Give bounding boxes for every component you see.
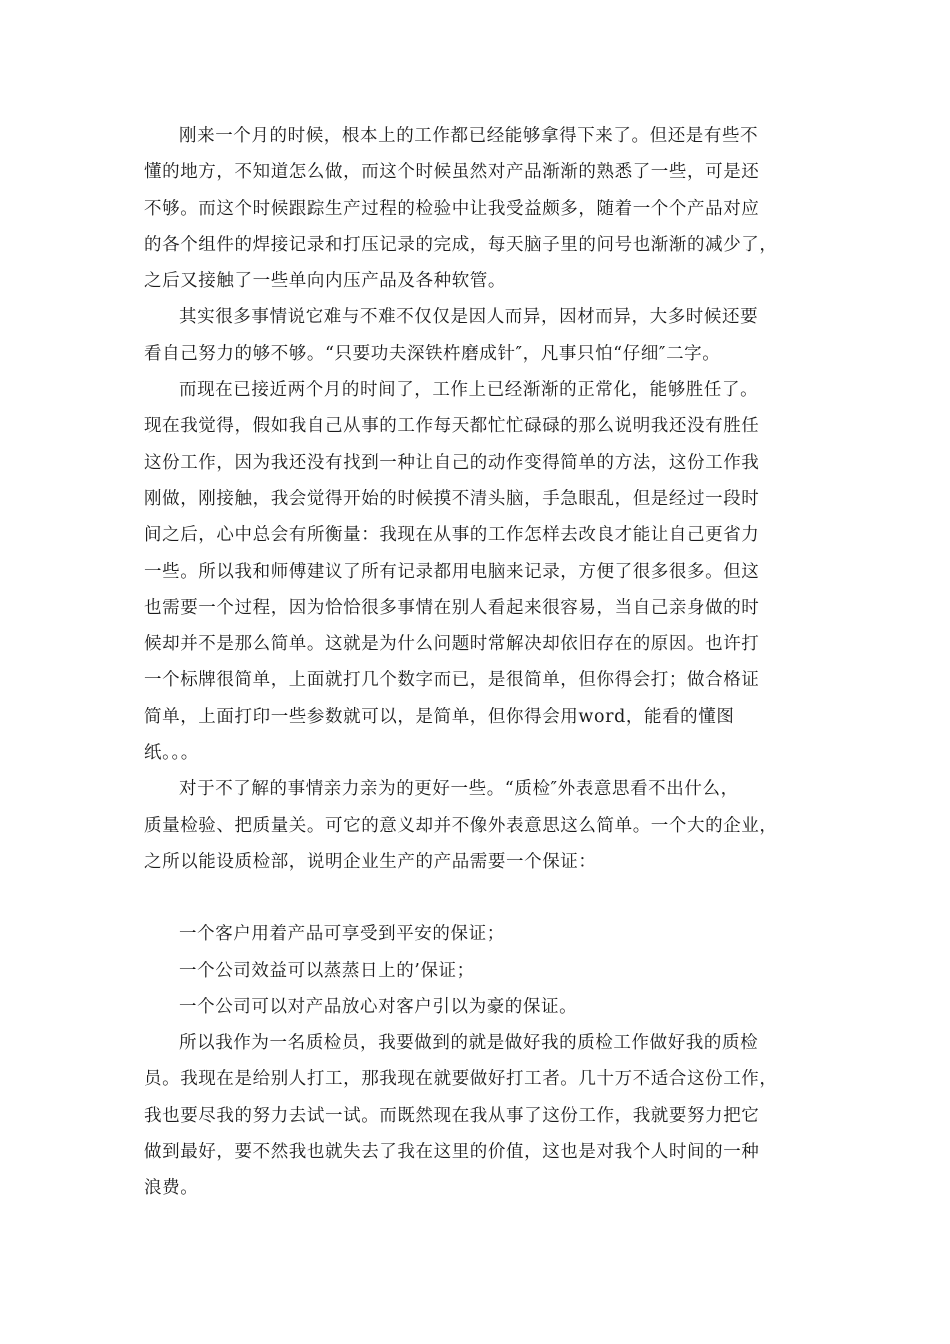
paragraph-5: [144, 1025, 808, 1206]
text-line: 候却并不是那么简单。这就是为什么问题时常解决却依旧存在的原因。也许打: [144, 634, 760, 655]
document-body: [144, 118, 808, 1207]
paragraph-3: [144, 372, 808, 771]
text-line: 刚做，刚接触，我会觉得开始的时候摸不清头脑，手急眼乱，但是经过一段时: [144, 488, 760, 509]
text-line: 对于不了解的事情亲力亲为的更好一些。“质检″外表意思看不出什么，: [179, 779, 739, 800]
text-line: 而现在已接近两个月的时间了，工作上已经渐渐的正常化，能够胜任了。: [179, 380, 759, 401]
text-line: 刚来一个月的时候，根本上的工作都已经能够拿得下来了。但还是有些不: [179, 126, 759, 146]
text-line: 做到最好，要不然我也就失去了我在这里的价值，这也是对我个人时间的一种: [144, 1142, 760, 1163]
text-line: 员。我现在是给别人打工，那我现在就要做好打工者。几十万不适合这份工作，: [144, 1069, 778, 1090]
text-line: 不够。而这个时候跟踪生产过程的检验中让我受益颇多，随着一个个产品对应: [144, 198, 760, 219]
text-line: 质量检验、把质量关。可它的意义却并不像外表意思这么简单。一个大的企业，: [144, 815, 778, 836]
text-line: 纸。。。: [144, 743, 199, 764]
text-line: 现在我觉得，假如我自己从事的工作每天都忙忙碌碌的那么说明我还没有胜任: [144, 416, 760, 437]
text-line: 间之后，心中总会有所衡量：我现在从事的工作怎样去改良才能让自己更省力: [144, 525, 760, 546]
text-line: 浪费。: [144, 1178, 199, 1199]
text-line: 其实很多事情说它难与不难不仅仅是因人而异，因材而异，大多时候还要: [179, 307, 759, 328]
text-line: 的各个组件的焊接记录和打压记录的完成，每天脑子里的问号也渐渐的减少了，: [144, 234, 778, 255]
list-item: 一个公司效益可以蒸蒸日上的’保证；: [179, 960, 475, 981]
text-line: 看自己努力的够不够。“只要功夫深铁杵磨成针″，凡事只怕“仔细″二字。: [144, 343, 721, 364]
text-line: 也需要一个过程，因为恰恰很多事情在别人看起来很容易，当自己亲身做的时: [144, 597, 760, 618]
text-line: 一些。所以我和师傅建议了所有记录都用电脑来记录，方便了很多很多。但这: [144, 561, 760, 582]
paragraph-2: [144, 299, 808, 372]
text-line: 之所以能设质检部，说明企业生产的产品需要一个保证：: [144, 851, 597, 872]
guarantee-list: [144, 916, 808, 1025]
text-line: 之后又接触了一些单向内压产品及各种软管。: [144, 271, 506, 292]
list-item: 一个客户用着产品可享受到平安的保证；: [179, 924, 505, 945]
paragraph-spacer: [144, 880, 808, 916]
text-line: 一个标牌很简单，上面就打几个数字而已，是很简单，但你得会打；做合格证: [144, 670, 760, 691]
text-line: 懂的地方，不知道怎么做，而这个时候虽然对产品渐渐的熟悉了一些，可是还: [144, 162, 760, 183]
text-line: 我也要尽我的努力去试一试。而既然现在我从事了这份工作，我就要努力把它: [144, 1105, 760, 1126]
paragraph-4: [144, 771, 808, 880]
paragraph-1: [144, 118, 808, 299]
list-item: 一个公司可以对产品放心对客户引以为豪的保证。: [179, 996, 578, 1017]
text-line: 简单，上面打印一些参数就可以，是简单，但你得会用word，能看的懂图: [144, 706, 735, 727]
text-line: 这份工作，因为我还没有找到一种让自己的动作变得简单的方法，这份工作我: [144, 452, 760, 473]
text-line: 所以我作为一名质检员，我要做到的就是做好我的质检工作做好我的质检: [179, 1033, 759, 1054]
